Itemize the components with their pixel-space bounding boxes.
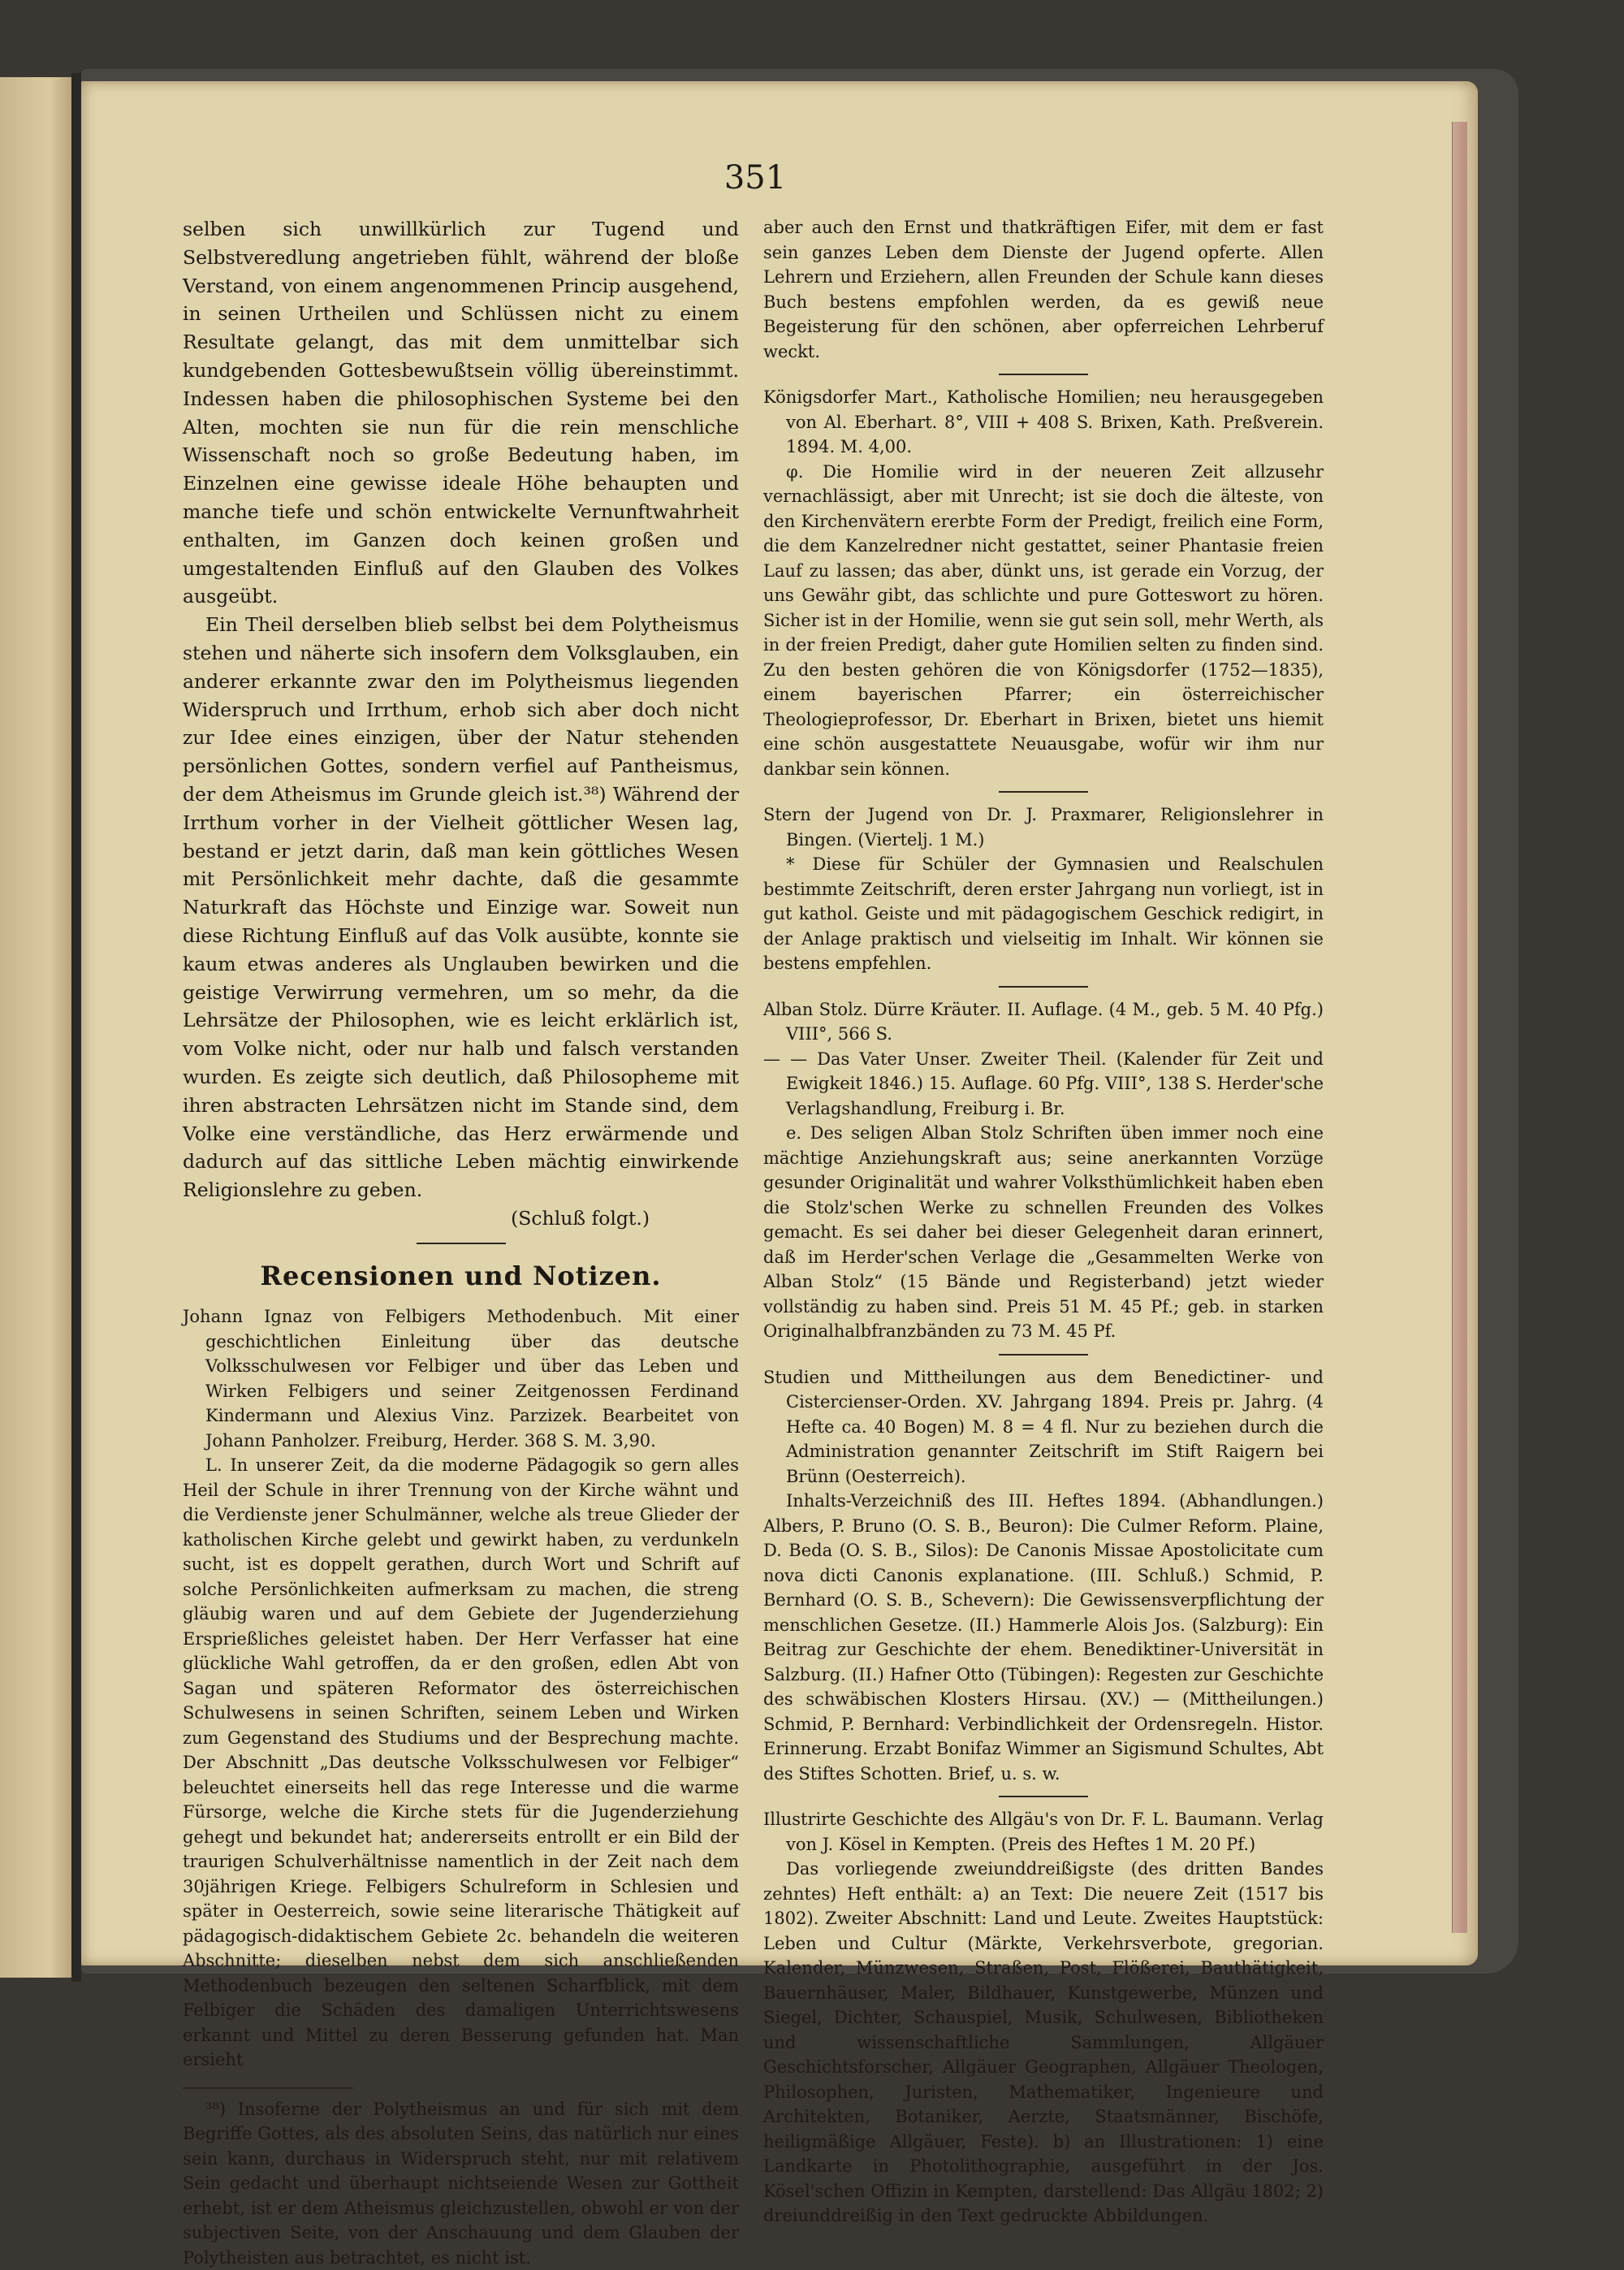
review-heading: Königsdorfer Mart., Katholische Homilien; neu herausgegeben von Al. Eberhart. 8°, VIII + 408 S. Brixen, Kath. Preßverein. 1894. M. 4,00. [763,387,1324,456]
section-title: Recensionen und Notizen. [260,1260,662,1291]
review-heading: Johann Ignaz von Felbigers Methodenbuch. Mit einer geschichtlichen Einleitung über das deutsche Volksschulwesen vor Felbiger und über das Leben und Wirken Felbigers und seiner Zeitgenossen Ferdinand Kindermann und Alexius Vinz. Parzizek. Bearbeitet von Johann Panholzer. Freiburg, Herder. 368 S. M. 3,90. [183,1307,739,1451]
divider [999,1354,1088,1356]
footnote: ³⁸) Insoferne der Polytheismus an und für sich mit dem Begriffe Gottes, als des absoluten Seins, das natürlich nur eines sein kann, durchaus in Widerspruch steht, nur mit relativem Sein gedacht und überhaupt nichtseiende Wesen zur Gottheit erhebt, ist er dem Atheismus gleichzustellen, obwohl er von der subjectiven Seite, von der Anschauung und dem Glauben der Polytheisten aus betrachtet, es nicht ist. [183,2099,739,2268]
page-number: 351 [723,159,787,197]
review-body: Inhalts-Verzeichniß des III. Heftes 1894. (Abhandlungen.) Albers, P. Bruno (O. S. B., Beuron): Die Culmer Reform. Plaine, D. Beda (O. S. B., Silos): De Canonis Missae Apostolicitate cum nova dicti Canonis explanatione. (III. Schluß.) Schmid, P. Bernhard (O. S. B., Schevern): Die Gewissensverpflichtung der menschlichen Gesetze. (II.) Hammerle Alois Jos. (Salzburg): Ein Beitrag zur Geschichte der ehem. Benediktiner-Universität in Salzburg. (II.) Hafner Otto (Tübingen): Regesten zur Geschichte des schwäbischen Klosters Hirsau. (XV.) — (Mittheilungen.) Schmid, P. Bernhard: Verbindlichkeit der Ordensregeln. Histor. Erinnerung. Erzabt Bonifaz Wimmer an Sigismund Schultes, Abt des Stiftes Schotten. Brief, u. s. w. [763,1491,1324,1784]
paragraph: selben sich unwillkürlich zur Tugend und Selbstveredlung angetrieben fühlt, während der bloße Verstand, von einem angenommenen Princip ausgehend, in seinen Urtheilen und Schlüssen nicht zu einem Resultate gelangt, das mit dem unmittelbar sich kundgebenden Gottesbewußtsein völlig übereinstimmt. Indessen haben die philosophischen Systeme bei den Alten, mochten sie nun für die rein menschliche Wissenschaft noch so große Bedeutung haben, im Einzelnen eine gewisse ideale Höhe behaupten und manche tiefe und schön entwickelte Vernunftwahrheit enthalten, im Ganzen doch keinen großen und umgestaltenden Einfluß auf den Glauben des Volkes ausgeübt. [183,218,739,608]
paragraph: Ein Theil derselben blieb selbst bei dem Polytheismus stehen und näherte sich insofern dem Volksglauben, ein anderer erkannte zwar den im Polytheismus liegenden Widerspruch und Irrthum, erhob sich aber doch nicht zur Idee eines einzigen, über der Natur stehenden persönlichen Gottes, sondern verfiel auf Pantheismus, der dem Atheismus im Grunde gleich ist.³⁸) Während der Irrthum vorher in der Vielheit göttlicher Wesen lag, bestand er jetzt darin, daß man kein göttliches Wesen mit Persönlichkeit mehr dachte, daß die gesammte Naturkraft das Höchste und Einzige war. Soweit nun diese Richtung Einfluß auf das Volk ausübte, konnte sie kaum etwas anderes als Unglauben bewirken und die geistige Verwirrung vermehren, um so mehr, da die Lehrsätze der Philosophen, wie es leicht erklärlich ist, vom Volke nicht, oder nur halb und falsch verstanden wurden. Es zeigte sich deutlich, daß Philosopheme mit ihren abstracten Lehrsätzen nicht im Stande sind, dem Volke eine verständliche, das Herz erwärmende und dadurch auf das sittliche Leben mächtig einwirkende Religionslehre zu geben. [183,613,739,1202]
review-body: φ. Die Homilie wird in der neueren Zeit allzusehr vernachlässigt, aber mit Unrecht; ist sie doch die älteste, von den Kirchenvätern ererbte Form der Predigt, freilich eine Form, die dem Kanzelredner nicht gestattet, seiner Phantasie freien Lauf zu lassen; das aber, dünkt uns, ist gerade ein Vorzug, der uns Gewähr gibt, das schlichte und pure Gotteswort zu hören. Sicher ist in der Homilie, wenn sie gut sein soll, mehr Werth, als in der freien Predigt, daher gute Homilien selten zu finden sind. Zu den besten gehören die von Königsdorfer (1752—1835), einem bayerischen Pfarrer; ein österreichischer Theologieprofessor, Dr. Eberhart in Brixen, bietet uns hiemit eine schön ausgestattete Neuausgabe, wofür wir ihm nur dankbar sein können. [763,461,1324,779]
divider [999,374,1088,375]
review-body: * Diese für Schüler der Gymnasien und Realschulen bestimmte Zeitschrift, deren erster Jahrgang nun vorliegt, ist in gut kathol. Geiste und mit pädagogischem Geschick redigirt, in der Anlage praktisch und vielseitig im Inhalt. Wir können sie bestens empfehlen. [763,854,1324,973]
review-body: aber auch den Ernst und thatkräftigen Eifer, mit dem er fast sein ganzes Leben dem Dienste der Jugend opferte. Allen Lehrern und Erziehern, allen Freunden der Schule kann dieses Buch bestens empfohlen werden, da es gewiß neue Begeisterung für den schönen, aber opferreichen Lehrberuf weckt. [763,218,1324,361]
left-column [183,215,739,2270]
left-page-edge [0,77,74,1978]
review-heading: — — Das Vater Unser. Zweiter Theil. (Kalender für Zeit und Ewigkeit 1846.) 15. Auflage. 60 Pfg. VIII°, 138 S. Herder'sche Verlagshandlung, Freiburg i. Br. [763,1049,1324,1118]
review-body: Das vorliegende zweiunddreißigste (des dritten Bandes zehntes) Heft enthält: a) an Text: Die neuere Zeit (1517 bis 1802). Zweiter Abschnitt: Land und Leute. Zweites Hauptstück: Leben und Cultur (Märkte, Verkehrsverbote, gregorian. Kalender, Münzwesen, Straßen, Post, Flößerei, Bauthätigkeit, Bauernhäuser, Maler, Bildhauer, Kunstgewerbe, Münzen und Siegel, Dichter, Schauspiel, Musik, Schulwesen, Bibliotheken und wissenschaftliche Sammlungen, Allgäuer Geschichtsforscher, Allgäuer Geographen, Allgäuer Theologen, Philosophen, Juristen, Mathematiker, Ingenieure und Architekten, Botaniker, Aerzte, Staatsmänner, Bischöfe, heiligmäßige Allgäuer, Feste). b) an Illustrationen: 1) eine Landkarte in Photolithographie, ausgeführt in der Jos. Kösel'schen Offizin in Kempten, darstellend: Das Allgäu 1802; 2) dreiunddreißig in den Text gedruckte Abbildungen. [763,1859,1324,2225]
review-body: L. In unserer Zeit, da die moderne Pädagogik so gern alles Heil der Schule in ihrer Trennung von der Kirche wähnt und die Verdienste jener Schulmänner, welche als treue Glieder der katholischen Kirche gelebt und gewirkt haben, zu verdunkeln sucht, ist es doppelt gerathen, durch Wort und Schrift auf solche Persönlichkeiten aufmerksam zu machen, die streng gläubig waren und auf dem Gebiete der Jugenderziehung Ersprießliches geleistet haben. Der Herr Verfasser hat eine glückliche Wahl getroffen, da er den großen, edlen Abt von Sagan und späteren Reformator des österreichischen Schulwesens in seinen Schriften, seinem Leben und Wirken zum Gegenstand des Studiums und der Besprechung machte. Der Abschnitt „Das deutsche Volksschulwesen vor Felbiger“ beleuchtet einerseits hell das rege Interesse und die warme Fürsorge, welche die Kirche stets für die Jugenderziehung gehegt und bekundet hat; andererseits entrollt er ein Bild der traurigen Schulverhältnisse namentlich in der Zeit nach dem 30jährigen Kriege. Felbigers Schulreform in Schlesien und später in Oesterreich, sowie seine literarische Thätigkeit auf pädagogisch-didaktischem Gebiete 2c. behandeln die weiteren Abschnitte; dieselben nebst dem sich anschließenden Methodenbuch bezeugen den seltenen Scharfblick, mit dem Felbiger die Schäden des damaligen Unterrichtswesens erkannt und Mittel zu deren Besserung gefunden hat. Man ersieht [183,1455,739,2070]
review-heading: Stern der Jugend von Dr. J. Praxmarer, Religionslehrer in Bingen. (Viertelj. 1 M.) [763,805,1324,850]
page-edge [1452,122,1467,1933]
review-body: e. Des seligen Alban Stolz Schriften üben immer noch eine mächtige Anziehungskraft aus; seine anerkannten Vorzüge gesunder Originalität und wahrer Volksthümlichkeit haben eben die Stolz'schen Werke zu schnellen Freunden des Volkes gemacht. Es sei daher bei dieser Gelegenheit daran erinnert, daß im Herder'schen Verlage die „Gesammelten Werke von Alban Stolz“ (15 Bände und Registerband) jetzt wieder vollständig zu haben sind. Preis 51 M. 45 Pf.; geb. in starken Originalhalbfranzbänden zu 73 M. 45 Pf. [763,1123,1324,1341]
review-heading: Alban Stolz. Dürre Kräuter. II. Auflage. (4 M., geb. 5 M. 40 Pfg.) VIII°, 566 S. [763,999,1324,1044]
to-be-continued: (Schluß folgt.) [511,1206,650,1230]
book-gutter [71,73,81,1982]
divider [417,1243,506,1244]
right-column [763,215,1324,2229]
divider [999,791,1088,793]
footnote-divider [183,2087,353,2089]
divider [999,1796,1088,1797]
divider [999,986,1088,988]
review-heading: Illustrirte Geschichte des Allgäu's von Dr. F. L. Baumann. Verlag von J. Kösel in Kempten. (Preis des Heftes 1 M. 20 Pf.) [763,1810,1324,1854]
review-heading: Studien und Mittheilungen aus dem Benedictiner- und Cistercienser-Orden. XV. Jahrgang 1894. Preis pr. Jahrg. (4 Hefte ca. 40 Bogen) M. 8 = 4 fl. Nur zu beziehen durch die Administration genannter Zeitschrift im Stift Raigern bei Brünn (Oesterreich). [763,1367,1324,1486]
